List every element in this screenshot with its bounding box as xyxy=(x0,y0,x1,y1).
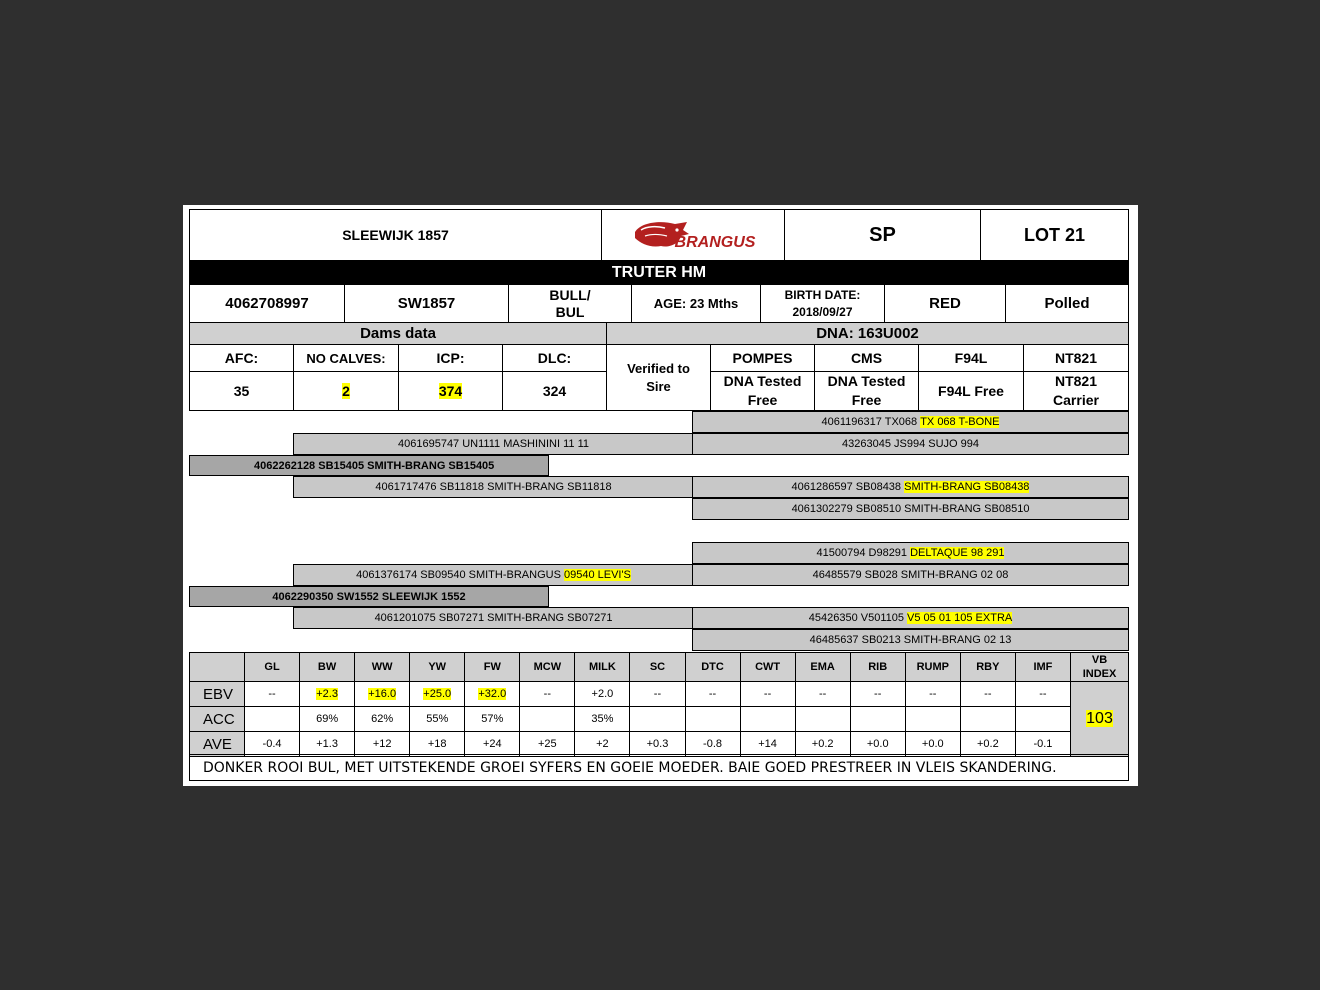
pedigree-sire-sire-sire: 4061196317 TX068 TX 068 T-BONE xyxy=(692,411,1129,433)
ebv-cell: -- xyxy=(850,682,905,707)
ebv-cell: -- xyxy=(740,682,795,707)
colour: RED xyxy=(884,284,1006,323)
farm-name: SLEEWIJK 1857 xyxy=(189,209,602,261)
ebv-cell xyxy=(630,707,685,732)
grade: SP xyxy=(784,209,981,261)
dams-value-afc: 35 xyxy=(189,371,294,411)
ebv-cell: +0.3 xyxy=(630,732,685,757)
ebv-cell: -- xyxy=(1015,682,1070,707)
ebv-col-header: FW xyxy=(465,653,520,682)
dna-test-pompes-result: DNA Tested Free xyxy=(710,371,815,411)
brangus-wordmark: BRANGUS xyxy=(674,234,756,251)
ebv-row-ave xyxy=(190,732,1129,757)
ebv-cell: +0.0 xyxy=(905,732,960,757)
dna-test-f94l-name: F94L xyxy=(918,344,1024,372)
ebv-cell xyxy=(520,707,575,732)
ebv-cell: +2 xyxy=(575,732,630,757)
comment: DONKER ROOI BUL, MET UITSTEKENDE GROEI SYFERS EN GOEIE MOEDER. BAIE GOED PRESTREER IN VLEIS SKANDERING. xyxy=(189,754,1129,781)
ebv-cell: +14 xyxy=(740,732,795,757)
dna-verified: Verified to Sire xyxy=(606,344,711,411)
ebv-cell: +0.0 xyxy=(850,732,905,757)
ebv-cell: -- xyxy=(685,682,740,707)
ebv-cell: +1.3 xyxy=(300,732,355,757)
pedigree-dam-sire-dam: 46485579 SB028 SMITH-BRANG 02 08 xyxy=(692,564,1129,586)
pedigree-sire-dam-sire: 4061286597 SB08438 SMITH-BRANG SB08438 xyxy=(692,476,1129,498)
ebv-cell: +2.0 xyxy=(575,682,630,707)
ebv-cell xyxy=(905,707,960,732)
ebv-cell: -0.8 xyxy=(685,732,740,757)
pedigree-dam-sire: 4061376174 SB09540 SMITH-BRANGUS 09540 LEVI'S xyxy=(293,564,693,586)
pedigree-dam-dam: 4061201075 SB07271 SMITH-BRANG SB07271 xyxy=(293,607,693,629)
age: AGE: 23 Mths xyxy=(631,284,761,323)
ebv-cell: -- xyxy=(630,682,685,707)
pedigree-sire: 4062262128 SB15405 SMITH-BRANG SB15405 xyxy=(189,455,549,476)
dna-test-f94l-result: F94L Free xyxy=(918,371,1024,411)
ebv-cell: -- xyxy=(905,682,960,707)
pedigree-sire-sire: 4061695747 UN1111 MASHININI 11 11 xyxy=(293,433,693,455)
ebv-cell xyxy=(1015,707,1070,732)
ebv-cell-value: +32.0 xyxy=(478,688,507,700)
ebv-col-header: RIB xyxy=(850,653,905,682)
ebv-cell: -- xyxy=(245,682,300,707)
lot-card xyxy=(183,205,1138,786)
vb-index-header: VB INDEX xyxy=(1071,653,1129,682)
ebv-col-header: MILK xyxy=(575,653,630,682)
pedigree-sire-sire-dam: 43263045 JS994 SUJO 994 xyxy=(692,433,1129,455)
ebv-col-header: MCW xyxy=(520,653,575,682)
ebv-cell xyxy=(465,682,520,707)
ebv-cell: +18 xyxy=(410,732,465,757)
ebv-col-header: GL xyxy=(245,653,300,682)
ebv-row-acc xyxy=(190,707,1129,732)
ebv-row-label: EBV xyxy=(190,682,245,707)
birth-date xyxy=(760,284,885,323)
pedigree-sire-dam: 4061717476 SB11818 SMITH-BRANG SB11818 xyxy=(293,476,693,498)
sex-line1: BULL/ xyxy=(549,286,591,303)
ebv-cell: 55% xyxy=(410,707,465,732)
pedigree-dam-sire-sire: 41500794 D98291 DELTAQUE 98 291 xyxy=(692,542,1129,564)
ebv-cell: +25 xyxy=(520,732,575,757)
ebv-cell: -0.1 xyxy=(1015,732,1070,757)
ebv-cell: -0.4 xyxy=(245,732,300,757)
ebv-col-header: DTC xyxy=(685,653,740,682)
dams-title: Dams data xyxy=(189,322,607,345)
ebv-cell: 62% xyxy=(355,707,410,732)
pedigree-dam: 4062290350 SW1552 SLEEWIJK 1552 xyxy=(189,586,549,607)
ebv-cell-value: +2.3 xyxy=(316,688,338,700)
ebv-col-header: IMF xyxy=(1015,653,1070,682)
ebv-cell: 57% xyxy=(465,707,520,732)
ebv-col-header: CWT xyxy=(740,653,795,682)
brangus-logo xyxy=(601,209,785,261)
ebv-row-label: ACC xyxy=(190,707,245,732)
dams-label-icp: ICP: xyxy=(398,344,503,372)
ebv-cell xyxy=(300,682,355,707)
dams-label-dlc: DLC: xyxy=(502,344,607,372)
ebv-cell xyxy=(960,707,1015,732)
pedigree-sire-dam-dam: 4061302279 SB08510 SMITH-BRANG SB08510 xyxy=(692,498,1129,520)
ebv-cell xyxy=(245,707,300,732)
ebv-cell xyxy=(410,682,465,707)
dna-test-pompes-name: POMPES xyxy=(710,344,815,372)
ebv-col-header: RBY xyxy=(960,653,1015,682)
pedigree-dam-dam-dam: 46485637 SB0213 SMITH-BRANG 02 13 xyxy=(692,629,1129,651)
dams-label-calves: NO CALVES: xyxy=(293,344,399,372)
sex-line2: BUL xyxy=(555,303,585,320)
ebv-cell xyxy=(355,682,410,707)
ebv-col-header: EMA xyxy=(795,653,850,682)
ebv-row-ebv xyxy=(190,682,1129,707)
ebv-corner-cell xyxy=(190,653,245,682)
ebv-header-row xyxy=(190,653,1129,682)
animal-code: SW1857 xyxy=(344,284,509,323)
ebv-col-header: SC xyxy=(630,653,685,682)
dna-title: DNA: 163U002 xyxy=(606,322,1129,345)
ebv-col-header: WW xyxy=(355,653,410,682)
sex xyxy=(508,284,632,323)
dams-value-icp: 374 xyxy=(398,371,503,411)
birth-date-label: BIRTH DATE: xyxy=(784,287,861,302)
ebv-cell: +12 xyxy=(355,732,410,757)
ebv-cell-value: +25.0 xyxy=(423,688,452,700)
ebv-col-header: BW xyxy=(300,653,355,682)
ebv-table xyxy=(189,652,1129,757)
vb-index-value xyxy=(1071,682,1129,757)
ebv-cell: 35% xyxy=(575,707,630,732)
dna-test-nt821-name: NT821 xyxy=(1023,344,1129,372)
horn-status: Polled xyxy=(1005,284,1129,323)
ebv-cell xyxy=(685,707,740,732)
ebv-cell xyxy=(740,707,795,732)
ebv-col-header: YW xyxy=(410,653,465,682)
ebv-cell xyxy=(795,707,850,732)
ebv-cell-value: +16.0 xyxy=(368,688,397,700)
dna-test-cms-name: CMS xyxy=(814,344,919,372)
ebv-cell: 69% xyxy=(300,707,355,732)
animal-id: 4062708997 xyxy=(189,284,345,323)
dams-value-calves: 2 xyxy=(293,371,399,411)
vb-index-number: 103 xyxy=(1086,710,1113,727)
dna-test-cms-result: DNA Tested Free xyxy=(814,371,919,411)
ebv-cell: -- xyxy=(795,682,850,707)
dna-test-nt821-result: NT821 Carrier xyxy=(1023,371,1129,411)
ebv-cell: +0.2 xyxy=(960,732,1015,757)
dams-label-afc: AFC: xyxy=(189,344,294,372)
lot-number: LOT 21 xyxy=(980,209,1129,261)
ebv-cell: +24 xyxy=(465,732,520,757)
ebv-row-label: AVE xyxy=(190,732,245,757)
ebv-cell: +0.2 xyxy=(795,732,850,757)
birth-date-value: 2018/09/27 xyxy=(792,304,853,319)
ebv-cell: -- xyxy=(520,682,575,707)
ebv-cell: -- xyxy=(960,682,1015,707)
pedigree-dam-dam-sire: 45426350 V501105 V5 05 01 105 EXTRA xyxy=(692,607,1129,629)
dams-value-dlc: 324 xyxy=(502,371,607,411)
ebv-cell xyxy=(850,707,905,732)
animal-name: TRUTER HM xyxy=(189,261,1129,285)
ebv-col-header: RUMP xyxy=(905,653,960,682)
